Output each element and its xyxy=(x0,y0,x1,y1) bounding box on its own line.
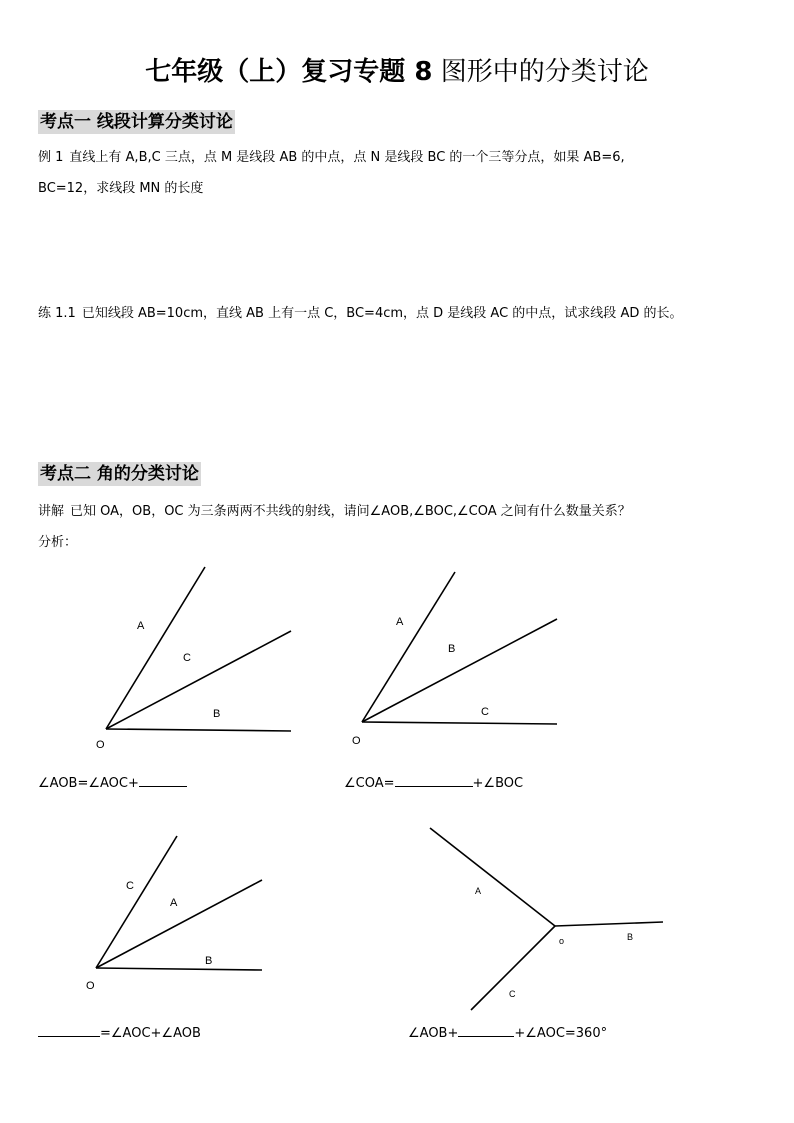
figure-2 xyxy=(352,572,557,747)
analysis-label: 分析： xyxy=(38,535,78,550)
figure-3 xyxy=(86,836,262,992)
example-1-line-2: BC=12，求线段 MN 的长度 xyxy=(38,181,204,196)
figure-1-label-b: B xyxy=(213,708,221,720)
figure-4-caption-pre: ∠AOB+ xyxy=(408,1026,459,1041)
figure-3-label-o: O xyxy=(86,980,95,992)
figure-3-label-c: C xyxy=(126,880,134,892)
figure-3-label-b: B xyxy=(205,955,213,967)
title-topic: 图形中的分类讨论 xyxy=(440,57,649,87)
figure-2-ray-a xyxy=(362,572,455,722)
figure-1-label-a: A xyxy=(137,620,145,632)
figure-2-caption-pre: ∠COA= xyxy=(344,776,395,791)
lecture-text: 已知 OA，OB，OC 为三条两两不共线的射线，请问∠AOB,∠BOC,∠COA 之间有什么数量关系？ xyxy=(70,504,631,519)
figure-4-caption xyxy=(408,1024,607,1041)
figure-2-label-b: B xyxy=(448,643,456,655)
figure-3-ray-c xyxy=(96,836,177,968)
figure-4-label-a: A xyxy=(475,886,482,896)
section-heading-1: 考点一 线段计算分类讨论 xyxy=(40,112,233,132)
figure-1-ray-c xyxy=(106,631,291,729)
figure-2-ray-b xyxy=(362,619,557,722)
figure-2-label-o: O xyxy=(352,735,361,747)
figure-3-ray-b xyxy=(96,968,262,970)
lecture-label: 讲解 xyxy=(38,504,65,519)
practice-1-1-label: 练 1.1 xyxy=(38,306,76,321)
figure-1-answer-blank[interactable] xyxy=(139,774,187,787)
figure-4-label-b: B xyxy=(627,932,634,942)
figure-1-caption xyxy=(38,774,187,791)
figure-1-ray-a xyxy=(106,567,205,729)
figure-4-label-o: o xyxy=(559,936,565,946)
practice-1-1-text: 已知线段 AB=10cm，直线 AB 上有一点 C，BC=4cm，点 D 是线段 AC 的中点，试求线段 AD 的长。 xyxy=(81,306,683,321)
example-1-label: 例 1 xyxy=(38,150,64,165)
title-main: 七年级（上）复习专题 8 xyxy=(145,57,433,87)
figure-1 xyxy=(96,567,291,751)
figure-4 xyxy=(430,828,663,1010)
figure-4-ray-b xyxy=(555,922,663,926)
figure-2-label-a: A xyxy=(396,616,404,628)
figure-3-ray-a xyxy=(96,880,262,968)
figure-2-caption xyxy=(344,774,523,791)
figure-1-label-c: C xyxy=(183,652,191,664)
figure-4-caption-post: +∠AOC=360° xyxy=(514,1026,608,1041)
figure-4-label-c: C xyxy=(509,989,516,999)
figure-2-answer-blank[interactable] xyxy=(395,774,473,787)
figure-3-caption xyxy=(38,1024,201,1041)
figure-3-label-a: A xyxy=(170,897,178,909)
figure-2-caption-post: +∠BOC xyxy=(472,776,524,791)
figure-4-ray-a xyxy=(430,828,555,926)
figure-2-ray-c xyxy=(362,722,557,724)
example-1-text: 直线上有 A,B,C 三点，点 M 是线段 AB 的中点，点 N 是线段 BC 的一个三等分点，如果 AB=6, xyxy=(69,150,625,165)
figure-2-label-c: C xyxy=(481,706,489,718)
section-heading-2: 考点二 角的分类讨论 xyxy=(40,464,199,484)
figure-1-ray-b xyxy=(106,729,291,731)
figure-1-label-o: O xyxy=(96,739,105,751)
figure-4-answer-blank[interactable] xyxy=(458,1024,514,1037)
figure-3-caption-post: =∠AOC+∠AOB xyxy=(100,1026,201,1041)
figure-1-caption-pre: ∠AOB=∠AOC+ xyxy=(38,776,139,791)
figure-3-answer-blank[interactable] xyxy=(38,1024,100,1037)
